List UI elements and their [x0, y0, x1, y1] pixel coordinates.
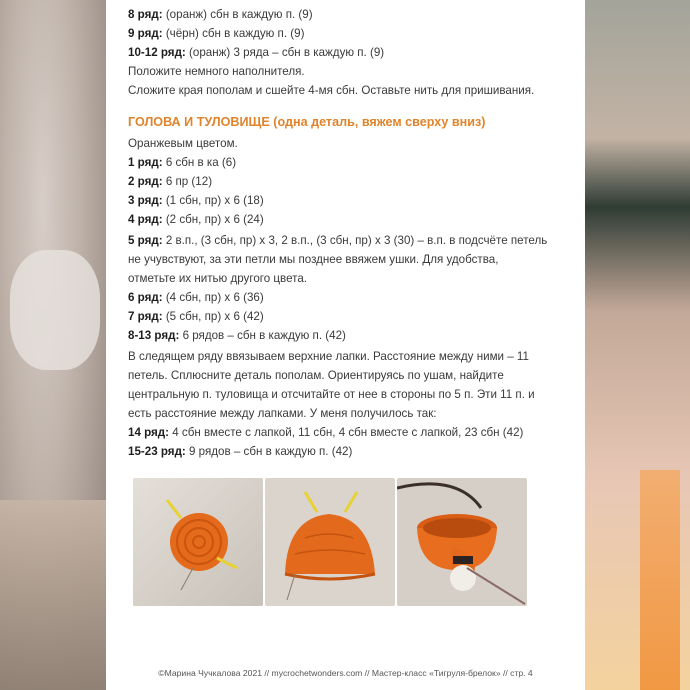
text-line: 9 ряд: (чёрн) сбн в каждую п. (9)	[128, 27, 305, 40]
document-page	[106, 0, 585, 690]
photo-crochet-circle	[133, 478, 263, 606]
text-line: 4 ряд: (2 сбн, пр) х 6 (24)	[128, 213, 264, 226]
text-line: 7 ряд: (5 сбн, пр) х 6 (42)	[128, 310, 264, 323]
text-line: Оранжевым цветом.	[128, 137, 238, 150]
text-line: Сложите края пополам и сшейте 4-мя сбн. Оставьте нить для пришивания.	[128, 84, 535, 97]
photo-crochet-dome	[265, 478, 395, 606]
text-line: В следящем ряду ввязываем верхние лапки. Расстояние между ними – 11	[128, 350, 529, 363]
text-line: 6 ряд: (4 сбн, пр) х 6 (36)	[128, 291, 264, 304]
section-heading: ГОЛОВА И ТУЛОВИЩЕ (одна деталь, вяжем сверху вниз)	[128, 115, 486, 129]
text-line: Положите немного наполнителя.	[128, 65, 305, 78]
text-line: 2 ряд: 6 пр (12)	[128, 175, 213, 188]
text-line: 14 ряд: 4 сбн вместе с лапкой, 11 сбн, 4 сбн вместе с лапкой, 23 сбн (42)	[128, 426, 524, 439]
page-footer: ©Марина Чучкалова 2021 // mycrochetwonders.com // Мастер-класс «Тигруля-брелок» // стр. 4	[158, 668, 533, 678]
photo-crochet-bowl	[397, 478, 527, 606]
text-line: 3 ряд: (1 сбн, пр) х 6 (18)	[128, 194, 264, 207]
background-blur-left	[0, 0, 106, 690]
text-line: отметьте их нитью другого цвета.	[128, 272, 307, 285]
text-line: 8-13 ряд: 6 рядов – сбн в каждую п. (42)	[128, 329, 346, 342]
text-line: центральную п. туловища и отсчитайте от нее в стороны по 5 п. Эти 11 п. и	[128, 388, 535, 401]
text-line: 15-23 ряд: 9 рядов – сбн в каждую п. (42)	[128, 445, 353, 458]
text-line: петель. Сплюсните деталь пополам. Ориентируясь по ушам, найдите	[128, 369, 504, 382]
text-line: 1 ряд: 6 сбн в ка (6)	[128, 156, 237, 169]
background-blur-right	[585, 0, 690, 690]
text-line: 5 ряд: 2 в.п., (3 сбн, пр) х 3, 2 в.п., (3 сбн, пр) х 3 (30) – в.п. в подсчёте петель	[128, 234, 548, 247]
text-line: 10-12 ряд: (оранж) 3 ряда – сбн в каждую п. (9)	[128, 46, 385, 59]
text-line: 8 ряд: (оранж) сбн в каждую п. (9)	[128, 8, 313, 21]
text-line: есть расстояние между лапками. У меня получилось так:	[128, 407, 437, 420]
text-line: не учувствуют, за эти петли мы позднее ввяжем ушки. Для удобства,	[128, 253, 499, 266]
